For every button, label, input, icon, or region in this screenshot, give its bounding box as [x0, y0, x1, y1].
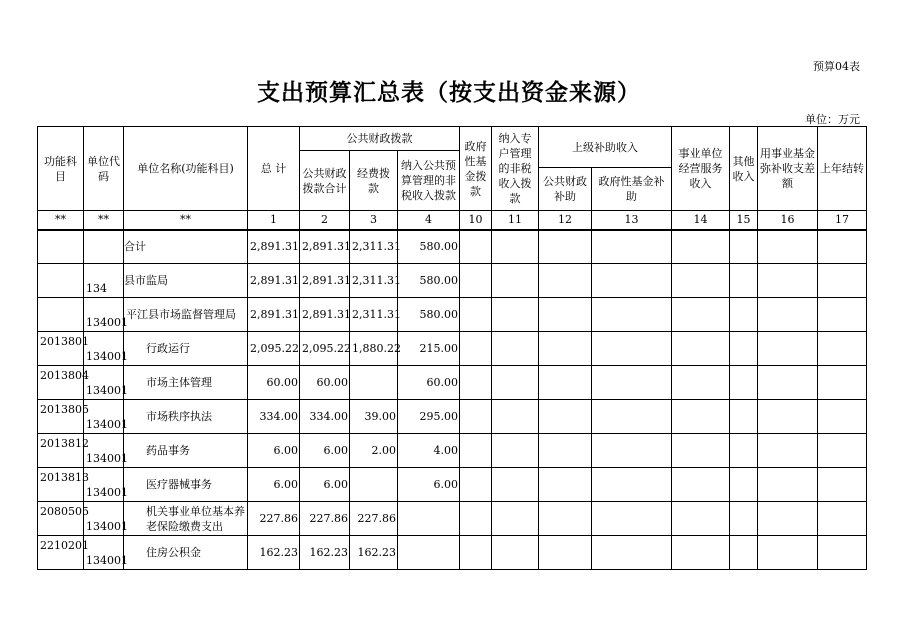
- funding-cell: 162.23: [350, 536, 398, 570]
- index-cell: 3: [350, 211, 398, 230]
- unit-code-cell: 134001: [84, 298, 124, 332]
- funding-cell: 2.00: [350, 434, 398, 468]
- empty-cell: [672, 468, 730, 502]
- public-total-cell: 60.00: [300, 366, 350, 400]
- total-cell: 6.00: [248, 468, 300, 502]
- unit-code-cell: 134001: [84, 400, 124, 434]
- index-cell: **: [38, 211, 84, 230]
- funding-cell: 39.00: [350, 400, 398, 434]
- table-row: [38, 332, 867, 366]
- empty-cell: [672, 332, 730, 366]
- header-gov-fund: 政府性基金拨款: [460, 127, 492, 211]
- header-public-finance: 公共财政拨款: [300, 127, 460, 151]
- header-gov-fund-subsidy: 政府性基金补助: [592, 168, 672, 211]
- table-row: [38, 502, 867, 536]
- budget-table: [37, 126, 867, 570]
- header-business: 事业单位经营服务收入: [672, 127, 730, 211]
- header-public-total: 公共财政拨款合计: [300, 151, 350, 211]
- funding-cell: 1,880.22: [350, 332, 398, 366]
- table-row: [38, 366, 867, 400]
- total-cell: 2,891.31: [248, 264, 300, 298]
- form-number: 预算04表: [813, 60, 860, 73]
- table-row: [38, 468, 867, 502]
- empty-cell: [758, 400, 818, 434]
- empty-cell: [539, 502, 592, 536]
- public-total-cell: 227.86: [300, 502, 350, 536]
- unit-code-cell: 134001: [84, 366, 124, 400]
- empty-cell: [818, 230, 867, 264]
- public-total-cell: 6.00: [300, 468, 350, 502]
- unit-name-cell: 行政运行: [124, 332, 248, 366]
- public-total-cell: 2,891.31: [300, 264, 350, 298]
- empty-cell: [672, 298, 730, 332]
- table-row: [38, 536, 867, 570]
- empty-cell: [539, 332, 592, 366]
- index-cell: 15: [730, 211, 758, 230]
- total-cell: 2,891.31: [248, 230, 300, 264]
- func-code-cell: 2013812: [38, 434, 84, 468]
- public-total-cell: 2,095.22: [300, 332, 350, 366]
- empty-cell: [592, 502, 672, 536]
- empty-cell: [730, 468, 758, 502]
- empty-cell: [758, 332, 818, 366]
- empty-cell: [818, 298, 867, 332]
- empty-cell: [492, 332, 539, 366]
- table-row: [38, 434, 867, 468]
- header-public-subsidy: 公共财政补助: [539, 168, 592, 211]
- funding-cell: 2,311.31: [350, 264, 398, 298]
- non-tax-cell: 580.00: [398, 298, 460, 332]
- empty-cell: [818, 468, 867, 502]
- func-code-cell: 2013805: [38, 400, 84, 434]
- empty-cell: [730, 400, 758, 434]
- empty-cell: [730, 366, 758, 400]
- header-unit-name: 单位名称(功能科目): [124, 127, 248, 211]
- unit-name-cell: 医疗器械事务: [124, 468, 248, 502]
- empty-cell: [539, 264, 592, 298]
- index-cell: 11: [492, 211, 539, 230]
- unit-name-cell: 县市监局: [124, 264, 248, 298]
- non-tax-cell: 6.00: [398, 468, 460, 502]
- index-cell: 16: [758, 211, 818, 230]
- empty-cell: [492, 366, 539, 400]
- func-code-cell: [38, 298, 84, 332]
- empty-cell: [460, 502, 492, 536]
- unit-name-cell: 平江县市场监督管理局: [124, 298, 248, 332]
- empty-cell: [818, 264, 867, 298]
- funding-cell: 2,311.31: [350, 298, 398, 332]
- empty-cell: [672, 434, 730, 468]
- empty-cell: [592, 264, 672, 298]
- funding-cell: 2,311.31: [350, 230, 398, 264]
- empty-cell: [758, 366, 818, 400]
- empty-cell: [758, 536, 818, 570]
- header-funding: 经费拨款: [350, 151, 398, 211]
- empty-cell: [460, 332, 492, 366]
- empty-cell: [539, 230, 592, 264]
- public-total-cell: 2,891.31: [300, 298, 350, 332]
- total-cell: 6.00: [248, 434, 300, 468]
- unit-code-cell: 134001: [84, 332, 124, 366]
- empty-cell: [592, 468, 672, 502]
- empty-cell: [492, 536, 539, 570]
- total-cell: 2,095.22: [248, 332, 300, 366]
- index-cell: 17: [818, 211, 867, 230]
- public-total-cell: 2,891.31: [300, 230, 350, 264]
- unit-code-cell: [84, 230, 124, 264]
- empty-cell: [730, 434, 758, 468]
- empty-cell: [592, 230, 672, 264]
- index-cell: 1: [248, 211, 300, 230]
- empty-cell: [460, 536, 492, 570]
- index-cell: 14: [672, 211, 730, 230]
- empty-cell: [818, 434, 867, 468]
- index-cell: **: [124, 211, 248, 230]
- empty-cell: [592, 332, 672, 366]
- empty-cell: [818, 332, 867, 366]
- header-other: 其他收入: [730, 127, 758, 211]
- func-code-cell: 2013801: [38, 332, 84, 366]
- non-tax-cell: 580.00: [398, 230, 460, 264]
- empty-cell: [818, 366, 867, 400]
- table-row: [38, 264, 867, 298]
- empty-cell: [592, 366, 672, 400]
- header-carryover: 上年结转: [818, 127, 867, 211]
- empty-cell: [539, 366, 592, 400]
- funding-cell: [350, 366, 398, 400]
- func-code-cell: 2013804: [38, 366, 84, 400]
- index-cell: 10: [460, 211, 492, 230]
- empty-cell: [730, 332, 758, 366]
- unit-code-cell: 134001: [84, 434, 124, 468]
- index-cell: **: [84, 211, 124, 230]
- func-code-cell: [38, 264, 84, 298]
- empty-cell: [758, 298, 818, 332]
- index-cell: 13: [592, 211, 672, 230]
- empty-cell: [492, 434, 539, 468]
- empty-cell: [592, 536, 672, 570]
- empty-cell: [460, 434, 492, 468]
- header-special-non-tax: 纳入专户管理的非税收入拨款: [492, 127, 539, 211]
- unit-name-cell: 合计: [124, 230, 248, 264]
- empty-cell: [672, 502, 730, 536]
- total-cell: 162.23: [248, 536, 300, 570]
- empty-cell: [460, 298, 492, 332]
- non-tax-cell: 580.00: [398, 264, 460, 298]
- unit-name-cell: 市场秩序执法: [124, 400, 248, 434]
- empty-cell: [492, 400, 539, 434]
- unit-name-cell: 机关事业单位基本养老保险缴费支出: [124, 502, 248, 536]
- empty-cell: [818, 536, 867, 570]
- func-code-cell: 2013813: [38, 468, 84, 502]
- header-superior-subsidy: 上级补助收入: [539, 127, 672, 168]
- empty-cell: [460, 400, 492, 434]
- header-fund-offset: 用事业基金弥补收支差额: [758, 127, 818, 211]
- empty-cell: [460, 366, 492, 400]
- empty-cell: [539, 434, 592, 468]
- total-cell: 60.00: [248, 366, 300, 400]
- empty-cell: [818, 502, 867, 536]
- unit-label: 单位：万元: [805, 113, 860, 126]
- non-tax-cell: [398, 502, 460, 536]
- unit-code-cell: 134001: [84, 536, 124, 570]
- empty-cell: [592, 434, 672, 468]
- empty-cell: [672, 264, 730, 298]
- index-cell: 12: [539, 211, 592, 230]
- header-total: 总 计: [248, 127, 300, 211]
- func-code-cell: [38, 230, 84, 264]
- unit-code-cell: 134001: [84, 502, 124, 536]
- empty-cell: [758, 502, 818, 536]
- empty-cell: [539, 468, 592, 502]
- non-tax-cell: 4.00: [398, 434, 460, 468]
- func-code-cell: 2210201: [38, 536, 84, 570]
- empty-cell: [672, 536, 730, 570]
- unit-name-cell: 市场主体管理: [124, 366, 248, 400]
- empty-cell: [492, 502, 539, 536]
- empty-cell: [672, 366, 730, 400]
- unit-name-cell: 住房公积金: [124, 536, 248, 570]
- index-row: [38, 211, 867, 230]
- empty-cell: [492, 298, 539, 332]
- funding-cell: 227.86: [350, 502, 398, 536]
- empty-cell: [539, 298, 592, 332]
- index-cell: 4: [398, 211, 460, 230]
- table-row: [38, 298, 867, 332]
- empty-cell: [672, 400, 730, 434]
- empty-cell: [539, 536, 592, 570]
- empty-cell: [460, 230, 492, 264]
- public-total-cell: 162.23: [300, 536, 350, 570]
- empty-cell: [758, 230, 818, 264]
- empty-cell: [492, 264, 539, 298]
- empty-cell: [460, 264, 492, 298]
- unit-code-cell: 134: [84, 264, 124, 298]
- total-cell: 227.86: [248, 502, 300, 536]
- empty-cell: [758, 468, 818, 502]
- table-body: [38, 230, 867, 570]
- empty-cell: [592, 400, 672, 434]
- empty-cell: [730, 230, 758, 264]
- non-tax-cell: 60.00: [398, 366, 460, 400]
- empty-cell: [730, 264, 758, 298]
- empty-cell: [460, 468, 492, 502]
- empty-cell: [730, 536, 758, 570]
- public-total-cell: 334.00: [300, 400, 350, 434]
- page-title: 支出预算汇总表（按支出资金来源）: [257, 80, 641, 106]
- table-row: [38, 230, 867, 264]
- empty-cell: [758, 434, 818, 468]
- total-cell: 2,891.31: [248, 298, 300, 332]
- table-row: [38, 400, 867, 434]
- empty-cell: [539, 400, 592, 434]
- empty-cell: [592, 298, 672, 332]
- non-tax-cell: 295.00: [398, 400, 460, 434]
- empty-cell: [730, 298, 758, 332]
- unit-name-cell: 药品事务: [124, 434, 248, 468]
- empty-cell: [672, 230, 730, 264]
- public-total-cell: 6.00: [300, 434, 350, 468]
- non-tax-cell: 215.00: [398, 332, 460, 366]
- total-cell: 334.00: [248, 400, 300, 434]
- header-non-tax: 纳入公共预算管理的非税收入拨款: [398, 151, 460, 211]
- empty-cell: [492, 230, 539, 264]
- empty-cell: [818, 400, 867, 434]
- index-cell: 2: [300, 211, 350, 230]
- header-func-code: 功能科目: [38, 127, 84, 211]
- unit-code-cell: 134001: [84, 468, 124, 502]
- empty-cell: [492, 468, 539, 502]
- funding-cell: [350, 468, 398, 502]
- non-tax-cell: [398, 536, 460, 570]
- empty-cell: [730, 502, 758, 536]
- empty-cell: [758, 264, 818, 298]
- header-unit-code: 单位代码: [84, 127, 124, 211]
- func-code-cell: 2080505: [38, 502, 84, 536]
